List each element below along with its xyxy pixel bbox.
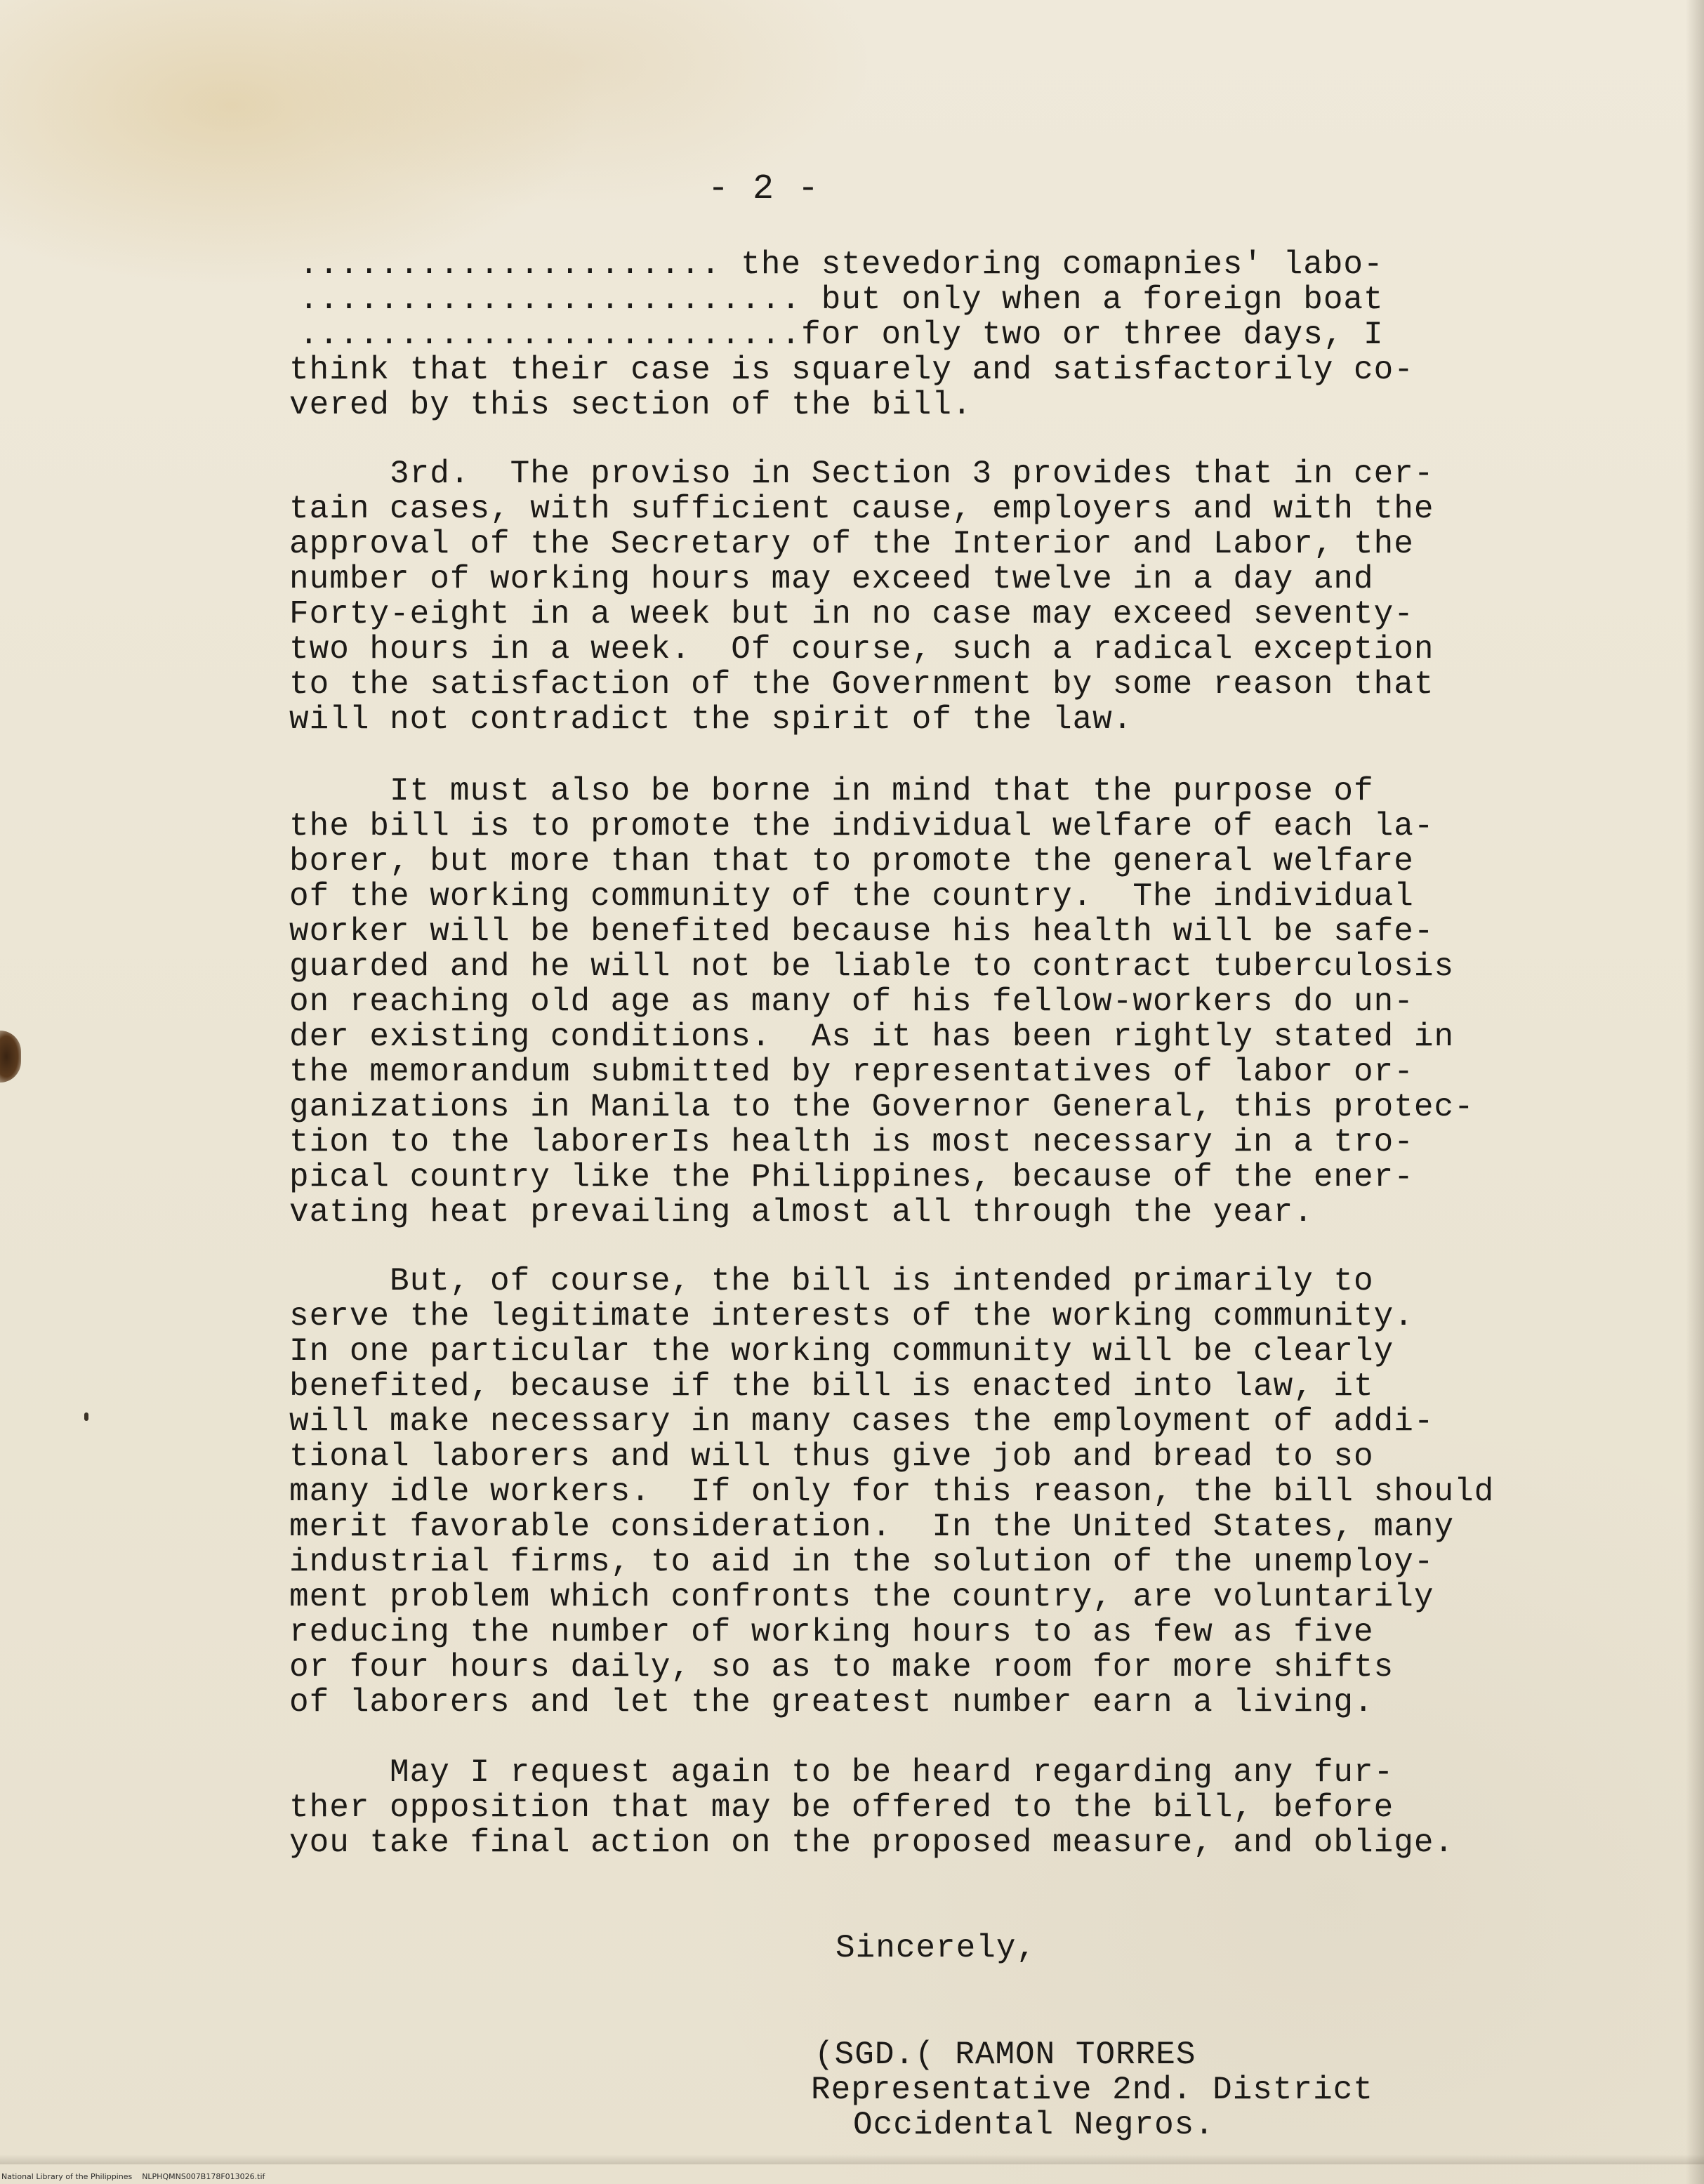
text-line: two hours in a week. Of course, such a radical exception xyxy=(289,631,1434,668)
text-line: you take final action on the proposed measure, and oblige. xyxy=(289,1825,1455,1861)
text-line: Forty-eight in a week but in no case may exceed seventy- xyxy=(289,596,1414,633)
page-bottom-shadow xyxy=(0,2155,1704,2164)
text-line: the bill is to promote the individual welfare of each la- xyxy=(289,808,1434,845)
text-line: benefited, because if the bill is enacted into law, it xyxy=(289,1368,1374,1405)
text-line: It must also be borne in mind that the purpose of xyxy=(289,773,1374,809)
text-line: reducing the number of working hours to as few as five xyxy=(289,1614,1374,1650)
text-line: merit favorable consideration. In the United States, many xyxy=(289,1509,1455,1545)
signature-name: (SGD.( RAMON TORRES xyxy=(814,2037,1196,2073)
text-line: to the satisfaction of the Government by some reason that xyxy=(289,666,1434,703)
signature-district: Occidental Negros. xyxy=(853,2107,1215,2143)
text-line: tain cases, with sufficient cause, employers and with the xyxy=(289,491,1434,527)
text-line: borer, but more than that to promote the general welfare xyxy=(289,843,1414,880)
page-edge-shadow xyxy=(1686,0,1704,2184)
archive-footer: National Library of the Philippines NLPHQMNS007B178F013026.tif xyxy=(1,2172,265,2181)
text-line: or four hours daily, so as to make room for more shifts xyxy=(289,1649,1394,1686)
text-line: guarded and he will not be liable to contract tuberculosis xyxy=(289,948,1455,985)
closing-salutation: Sincerely, xyxy=(836,1930,1037,1966)
text-line: pical country like the Philippines, because of the ener- xyxy=(289,1159,1414,1196)
text-line: ..................... the stevedoring comapnies' labo- xyxy=(299,246,1384,283)
page-number: - 2 - xyxy=(708,169,821,209)
text-line: worker will be benefited because his health will be safe- xyxy=(289,913,1434,950)
text-line: think that their case is squarely and satisfactorily co- xyxy=(289,352,1414,388)
text-line: approval of the Secretary of the Interior and Labor, the xyxy=(289,526,1414,562)
text-line: der existing conditions. As it has been rightly stated in xyxy=(289,1019,1455,1055)
text-line: serve the legitimate interests of the working community. xyxy=(289,1298,1414,1335)
text-line: 3rd. The proviso in Section 3 provides that in cer- xyxy=(289,456,1434,492)
text-line: of the working community of the country. The individual xyxy=(289,878,1414,915)
text-line: of laborers and let the greatest number earn a living. xyxy=(289,1684,1374,1721)
text-line: will make necessary in many cases the employment of addi- xyxy=(289,1403,1434,1440)
text-line: industrial firms, to aid in the solution of the unemploy- xyxy=(289,1544,1434,1580)
text-line: vating heat prevailing almost all through the year. xyxy=(289,1194,1314,1231)
text-line: vered by this section of the bill. xyxy=(289,387,972,423)
text-line: will not contradict the spirit of the law. xyxy=(289,701,1133,738)
ink-speck xyxy=(84,1412,88,1421)
text-line: many idle workers. If only for this reason, the bill should xyxy=(289,1474,1495,1510)
text-line: ganizations in Manila to the Governor General, this protec- xyxy=(289,1089,1474,1125)
text-line: the memorandum submitted by representatives of labor or- xyxy=(289,1054,1414,1090)
text-line: ther opposition that may be offered to the bill, before xyxy=(289,1789,1394,1826)
text-line: on reaching old age as many of his fellow-workers do un- xyxy=(289,984,1414,1020)
text-line: In one particular the working community will be clearly xyxy=(289,1333,1394,1370)
text-line: ......................... but only when a foreign boat xyxy=(299,282,1384,318)
signature-title: Representative 2nd. District xyxy=(811,2072,1373,2108)
text-line: number of working hours may exceed twelve in a day and xyxy=(289,561,1374,597)
punch-hole-mark xyxy=(0,1031,21,1083)
text-line: .........................for only two or three days, I xyxy=(299,317,1384,353)
text-line: ment problem which confronts the country, are voluntarily xyxy=(289,1579,1434,1615)
text-line: But, of course, the bill is intended primarily to xyxy=(289,1263,1374,1299)
text-line: May I request again to be heard regarding any fur- xyxy=(289,1754,1394,1791)
text-line: tion to the laborerIs health is most necessary in a tro- xyxy=(289,1124,1414,1160)
text-line: tional laborers and will thus give job and bread to so xyxy=(289,1438,1374,1475)
